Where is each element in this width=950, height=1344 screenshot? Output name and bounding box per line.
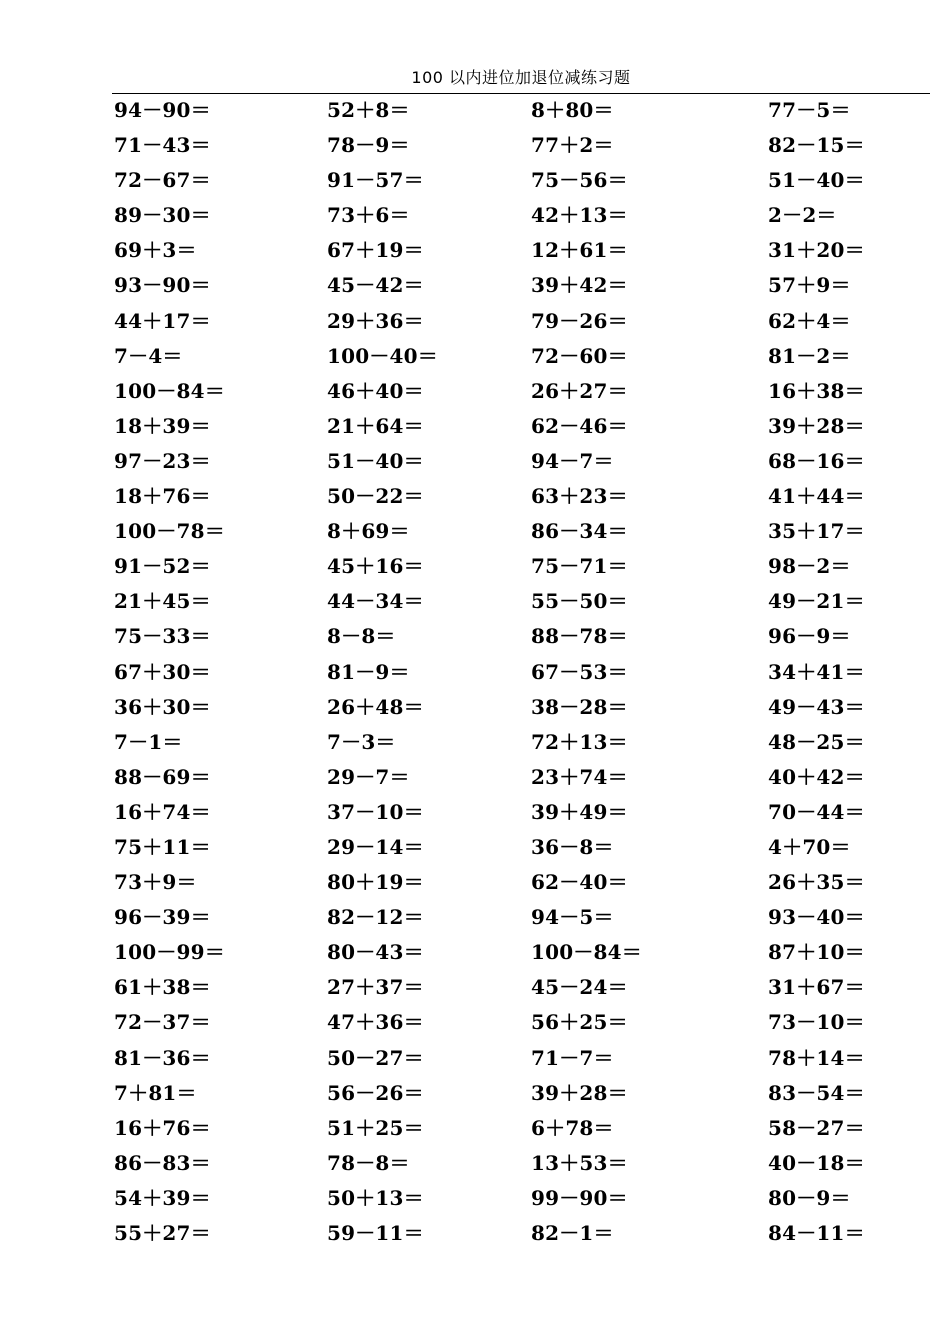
math-problem: 51－40＝	[327, 448, 424, 473]
problem-row	[114, 1111, 914, 1146]
problem-row	[114, 900, 914, 935]
math-problem: 75＋11＝	[114, 834, 211, 859]
math-problem: 93－90＝	[114, 273, 211, 298]
problem-row	[114, 584, 914, 619]
math-problem: 45＋16＝	[327, 554, 424, 579]
math-problem: 80－43＝	[327, 940, 424, 965]
math-problem: 8＋69＝	[327, 519, 410, 544]
math-problem: 12＋61＝	[531, 238, 628, 263]
math-problem: 55＋27＝	[114, 1221, 211, 1245]
math-problem: 40＋42＝	[768, 764, 865, 789]
math-problem: 49－43＝	[768, 694, 865, 719]
math-problem: 77＋2＝	[531, 133, 614, 158]
math-problem: 48－25＝	[768, 729, 865, 754]
math-problem: 44＋17＝	[114, 308, 211, 333]
math-problem: 16＋76＝	[114, 1115, 211, 1140]
math-problem: 62－46＝	[531, 413, 628, 438]
math-problem: 35＋17＝	[768, 519, 865, 544]
math-problem: 72＋13＝	[531, 729, 628, 754]
math-problem: 70－44＝	[768, 799, 865, 824]
math-problem: 98－2＝	[768, 554, 851, 579]
math-problem: 96－9＝	[768, 624, 851, 649]
math-problem: 67＋30＝	[114, 659, 211, 684]
math-problem: 13＋53＝	[531, 1150, 628, 1175]
math-problem: 71－7＝	[531, 1045, 614, 1070]
math-problem: 18＋76＝	[114, 484, 211, 509]
math-problem: 50＋13＝	[327, 1185, 424, 1210]
math-problem: 29－7＝	[327, 764, 410, 789]
problem-row	[114, 1076, 914, 1111]
math-problem: 37－10＝	[327, 799, 424, 824]
math-problem: 7－4＝	[114, 343, 183, 368]
math-problem: 100－84＝	[114, 378, 225, 403]
math-problem: 80＋19＝	[327, 870, 424, 895]
math-problem: 36－8＝	[531, 834, 614, 859]
math-problem: 91－52＝	[114, 554, 211, 579]
page-header	[112, 66, 930, 94]
math-problem: 55－50＝	[531, 589, 628, 614]
math-problem: 75－71＝	[531, 554, 628, 579]
math-problem: 7＋81＝	[114, 1080, 197, 1105]
problem-row	[114, 93, 914, 128]
problem-row	[114, 725, 914, 760]
math-problem: 61＋38＝	[114, 975, 211, 1000]
math-problem: 100－78＝	[114, 519, 225, 544]
problem-row	[114, 163, 914, 198]
math-problem: 72－67＝	[114, 168, 211, 193]
math-problem: 51－40＝	[768, 168, 865, 193]
math-problem: 62＋4＝	[768, 308, 851, 333]
math-problem: 31＋67＝	[768, 975, 865, 1000]
problem-row	[114, 374, 914, 409]
math-problem: 79－26＝	[531, 308, 628, 333]
math-problem: 16＋74＝	[114, 799, 211, 824]
math-problem: 72－60＝	[531, 343, 628, 368]
problem-row	[114, 304, 914, 339]
math-problem: 82－15＝	[768, 133, 865, 158]
math-problem: 73－10＝	[768, 1010, 865, 1035]
problem-row	[114, 549, 914, 584]
math-problem: 91－57＝	[327, 168, 424, 193]
math-problem: 100－99＝	[114, 940, 225, 965]
math-problem: 59－11＝	[327, 1221, 424, 1245]
math-problem: 57＋9＝	[768, 273, 851, 298]
math-problem: 72－37＝	[114, 1010, 211, 1035]
math-problem: 21＋64＝	[327, 413, 424, 438]
math-problem: 100－84＝	[531, 940, 642, 965]
math-problem: 4＋70＝	[768, 834, 851, 859]
problem-row	[114, 444, 914, 479]
math-problem: 62－40＝	[531, 870, 628, 895]
math-problem: 94－90＝	[114, 98, 211, 122]
problem-row	[114, 795, 914, 830]
problem-row	[114, 970, 914, 1005]
math-problem: 81－9＝	[327, 659, 410, 684]
math-problem: 73＋9＝	[114, 870, 197, 895]
math-problem: 41＋44＝	[768, 484, 865, 509]
math-problem: 39＋28＝	[531, 1080, 628, 1105]
math-problem: 89－30＝	[114, 203, 211, 228]
math-problem: 58－27＝	[768, 1115, 865, 1140]
math-problem: 78－8＝	[327, 1150, 410, 1175]
problem-row	[114, 1146, 914, 1181]
math-problem: 26＋48＝	[327, 694, 424, 719]
problem-row	[114, 128, 914, 163]
math-problem: 31＋20＝	[768, 238, 865, 263]
math-problem: 84－11＝	[768, 1221, 865, 1245]
math-problem: 54＋39＝	[114, 1185, 211, 1210]
math-problem: 88－78＝	[531, 624, 628, 649]
math-problem: 42＋13＝	[531, 203, 628, 228]
math-problem: 47＋36＝	[327, 1010, 424, 1035]
math-problem: 45－42＝	[327, 273, 424, 298]
problem-row	[114, 339, 914, 374]
math-problem: 75－33＝	[114, 624, 211, 649]
math-problem: 52＋8＝	[327, 98, 410, 122]
math-problem: 45－24＝	[531, 975, 628, 1000]
problem-row	[114, 619, 914, 654]
math-problem: 36＋30＝	[114, 694, 211, 719]
math-problem: 26＋27＝	[531, 378, 628, 403]
math-problem: 50－22＝	[327, 484, 424, 509]
math-problem: 2－2＝	[768, 203, 837, 228]
problem-row	[114, 198, 914, 233]
math-problem: 97－23＝	[114, 448, 211, 473]
problem-row	[114, 865, 914, 900]
math-problem: 87＋10＝	[768, 940, 865, 965]
problem-row	[114, 690, 914, 725]
math-problem: 7－3＝	[327, 729, 396, 754]
math-problem: 51＋25＝	[327, 1115, 424, 1140]
math-problem: 26＋35＝	[768, 870, 865, 895]
math-problem: 8－8＝	[327, 624, 396, 649]
problem-row	[114, 1216, 914, 1251]
problem-row	[114, 655, 914, 690]
problem-grid	[114, 93, 914, 1251]
math-problem: 7－1＝	[114, 729, 183, 754]
math-problem: 83－54＝	[768, 1080, 865, 1105]
math-problem: 86－34＝	[531, 519, 628, 544]
problem-row	[114, 760, 914, 795]
problem-row	[114, 830, 914, 865]
math-problem: 86－83＝	[114, 1150, 211, 1175]
math-problem: 8＋80＝	[531, 98, 614, 122]
math-problem: 78＋14＝	[768, 1045, 865, 1070]
math-problem: 69＋3＝	[114, 238, 197, 263]
math-problem: 39＋42＝	[531, 273, 628, 298]
math-problem: 40－18＝	[768, 1150, 865, 1175]
problem-row	[114, 1181, 914, 1216]
math-problem: 78－9＝	[327, 133, 410, 158]
math-problem: 99－90＝	[531, 1185, 628, 1210]
math-problem: 94－5＝	[531, 905, 614, 930]
math-problem: 81－2＝	[768, 343, 851, 368]
math-problem: 71－43＝	[114, 133, 211, 158]
math-problem: 80－9＝	[768, 1185, 851, 1210]
problem-row	[114, 935, 914, 970]
math-problem: 63＋23＝	[531, 484, 628, 509]
problem-row	[114, 1005, 914, 1040]
math-problem: 39＋49＝	[531, 799, 628, 824]
math-problem: 82－1＝	[531, 1221, 614, 1245]
math-problem: 88－69＝	[114, 764, 211, 789]
math-problem: 67＋19＝	[327, 238, 424, 263]
math-problem: 50－27＝	[327, 1045, 424, 1070]
page-title: 100 以内进位加退位减练习题	[411, 68, 631, 87]
math-problem: 46＋40＝	[327, 378, 424, 403]
math-problem: 34＋41＝	[768, 659, 865, 684]
math-problem: 56－26＝	[327, 1080, 424, 1105]
math-problem: 21＋45＝	[114, 589, 211, 614]
math-problem: 6＋78＝	[531, 1115, 614, 1140]
problem-row	[114, 268, 914, 303]
math-problem: 49－21＝	[768, 589, 865, 614]
math-problem: 68－16＝	[768, 448, 865, 473]
math-problem: 44－34＝	[327, 589, 424, 614]
math-problem: 16＋38＝	[768, 378, 865, 403]
math-problem: 75－56＝	[531, 168, 628, 193]
problem-row	[114, 479, 914, 514]
problem-row	[114, 409, 914, 444]
math-problem: 93－40＝	[768, 905, 865, 930]
problem-row	[114, 1041, 914, 1076]
math-problem: 73＋6＝	[327, 203, 410, 228]
math-problem: 39＋28＝	[768, 413, 865, 438]
problem-row	[114, 514, 914, 549]
math-problem: 77－5＝	[768, 98, 851, 122]
math-problem: 18＋39＝	[114, 413, 211, 438]
problem-row	[114, 233, 914, 268]
math-problem: 96－39＝	[114, 905, 211, 930]
math-problem: 67－53＝	[531, 659, 628, 684]
math-problem: 56＋25＝	[531, 1010, 628, 1035]
math-problem: 29＋36＝	[327, 308, 424, 333]
math-problem: 38－28＝	[531, 694, 628, 719]
math-problem: 82－12＝	[327, 905, 424, 930]
math-problem: 81－36＝	[114, 1045, 211, 1070]
math-problem: 94－7＝	[531, 448, 614, 473]
math-problem: 29－14＝	[327, 834, 424, 859]
math-problem: 27＋37＝	[327, 975, 424, 1000]
math-problem: 23＋74＝	[531, 764, 628, 789]
math-problem: 100－40＝	[327, 343, 438, 368]
